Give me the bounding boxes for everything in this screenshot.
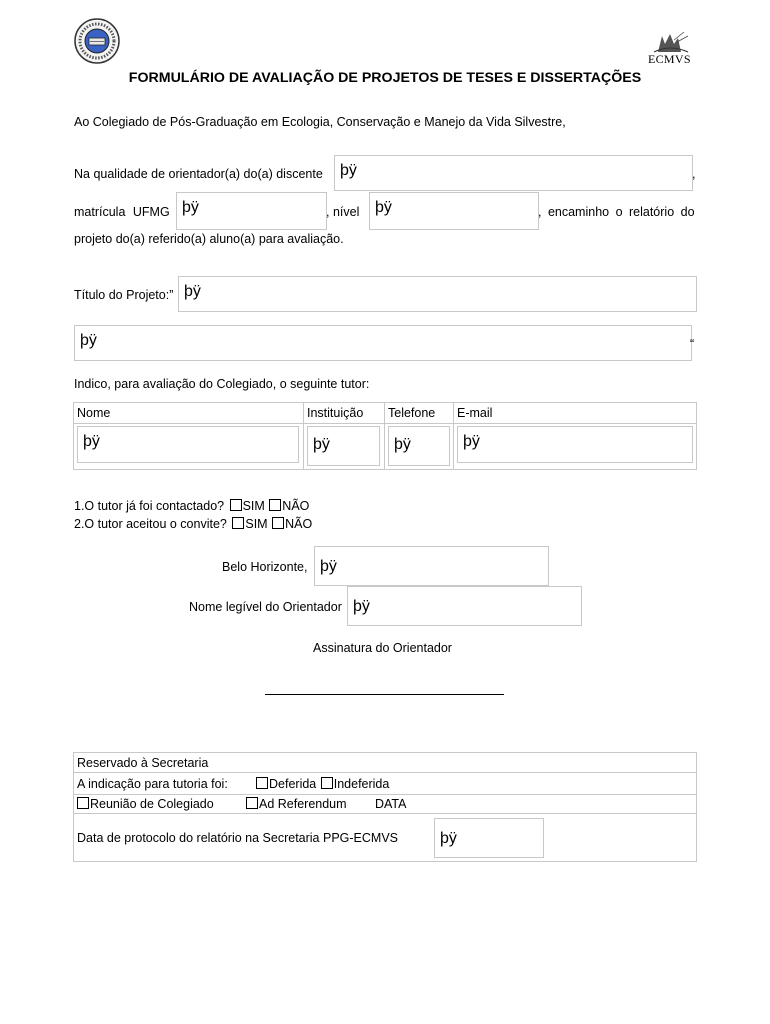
tutor-table-col-divider-3 xyxy=(453,402,454,470)
page-title: FORMULÁRIO DE AVALIAÇÃO DE PROJETOS DE TESES E DISSERTAÇÕES xyxy=(128,70,642,86)
orientador-name-field[interactable]: þÿ xyxy=(347,586,582,626)
discente-field[interactable]: þÿ xyxy=(334,155,693,191)
ecmvs-logo xyxy=(644,30,696,66)
orientador-name-label: Nome legível do Orientador xyxy=(189,600,342,614)
question-2-text: 2.O tutor aceitou o convite? xyxy=(74,517,227,531)
question-1-text: 1.O tutor já foi contactado? xyxy=(74,499,225,513)
nivel-field[interactable]: þÿ xyxy=(369,192,539,230)
secretaria-heading: Reservado à Secretaria xyxy=(77,756,209,770)
tutor-table-left-border xyxy=(73,402,74,470)
tutor-instituicao-field[interactable]: þÿ xyxy=(307,426,380,466)
q2-nao-checkbox[interactable] xyxy=(272,517,284,529)
greeting-text: Ao Colegiado de Pós-Graduação em Ecologia, Conservação e Manejo da Vida Silvestre, xyxy=(74,115,566,129)
question-1 xyxy=(74,499,309,514)
ad-referendum-label: Ad Referendum xyxy=(259,797,347,811)
secretaria-right-border xyxy=(696,752,697,862)
reuniao-checkbox[interactable] xyxy=(77,797,89,809)
tutor-table-bottom-border xyxy=(73,469,697,470)
comma-text: , xyxy=(692,167,696,181)
secretaria-left-border xyxy=(73,752,74,862)
tutor-table-right-border xyxy=(696,402,697,470)
tutor-header-telefone: Telefone xyxy=(388,406,436,420)
signature-line xyxy=(265,694,504,695)
matricula-field[interactable]: þÿ xyxy=(176,192,327,230)
encaminho-text: , encaminho o relatório do xyxy=(538,205,695,219)
q2-sim-label: SIM xyxy=(245,517,268,531)
protocolo-date-field[interactable]: þÿ xyxy=(434,818,544,858)
indicacao-label: A indicação para tutoria foi: xyxy=(77,777,228,791)
city-label: Belo Horizonte, xyxy=(222,560,308,574)
secretaria-top-border xyxy=(73,752,697,753)
city-date-field[interactable]: þÿ xyxy=(314,546,549,586)
protocolo-label: Data de protocolo do relatório na Secretaria PPG-ECMVS xyxy=(77,831,398,845)
q2-nao-label: NÃO xyxy=(285,517,313,531)
indicacao-row xyxy=(77,777,228,792)
secretaria-row-border-2 xyxy=(73,794,697,795)
q1-sim-checkbox[interactable] xyxy=(230,499,242,511)
q1-nao-checkbox[interactable] xyxy=(269,499,281,511)
data-label: DATA xyxy=(375,797,407,811)
ecmvs-logo-text: ECMVS xyxy=(648,52,691,66)
tutor-telefone-field[interactable]: þÿ xyxy=(388,426,450,466)
indeferida-checkbox[interactable] xyxy=(321,777,333,789)
nivel-label: , nível xyxy=(326,205,360,219)
deferida-option xyxy=(256,777,389,792)
tutor-table-col-divider-1 xyxy=(303,402,304,470)
tutor-intro-text: Indico, para avaliação do Colegiado, o seguinte tutor: xyxy=(74,377,370,391)
tutor-table-header-border xyxy=(73,423,697,424)
q1-nao-label: NÃO xyxy=(282,499,310,513)
indeferida-label: Indeferida xyxy=(333,777,390,791)
titulo-label: Título do Projeto:” xyxy=(74,288,174,302)
matricula-label: matrícula UFMG xyxy=(74,205,170,219)
titulo-field-1[interactable]: þÿ xyxy=(178,276,697,312)
secretaria-bottom-border xyxy=(73,861,697,862)
q2-sim-checkbox[interactable] xyxy=(232,517,244,529)
signature-label: Assinatura do Orientador xyxy=(313,641,452,655)
ad-referendum-checkbox[interactable] xyxy=(246,797,258,809)
secretaria-row-border-1 xyxy=(73,772,697,773)
orientador-label: Na qualidade de orientador(a) do(a) discente xyxy=(74,167,323,181)
titulo-field-2[interactable]: þÿ xyxy=(74,325,692,361)
tutor-table-col-divider-2 xyxy=(384,402,385,470)
question-2 xyxy=(74,517,312,532)
deferida-checkbox[interactable] xyxy=(256,777,268,789)
close-quote-text: “ xyxy=(690,337,695,351)
tutor-header-nome: Nome xyxy=(77,406,111,420)
reuniao-label: Reunião de Colegiado xyxy=(90,797,214,811)
tutor-header-email: E-mail xyxy=(457,406,493,420)
deferida-label: Deferida xyxy=(269,777,317,791)
reuniao-option xyxy=(77,797,214,812)
tutor-table-top-border xyxy=(73,402,697,403)
ad-referendum-option xyxy=(246,797,347,812)
tutor-header-instituicao: Instituição xyxy=(307,406,364,420)
tutor-email-field[interactable]: þÿ xyxy=(457,426,693,463)
q1-sim-label: SIM xyxy=(242,499,265,513)
secretaria-row-border-3 xyxy=(73,813,697,814)
university-seal-logo xyxy=(74,18,120,64)
projeto-text: projeto do(a) referido(a) aluno(a) para avaliação. xyxy=(74,232,344,246)
tutor-nome-field[interactable]: þÿ xyxy=(77,426,299,463)
